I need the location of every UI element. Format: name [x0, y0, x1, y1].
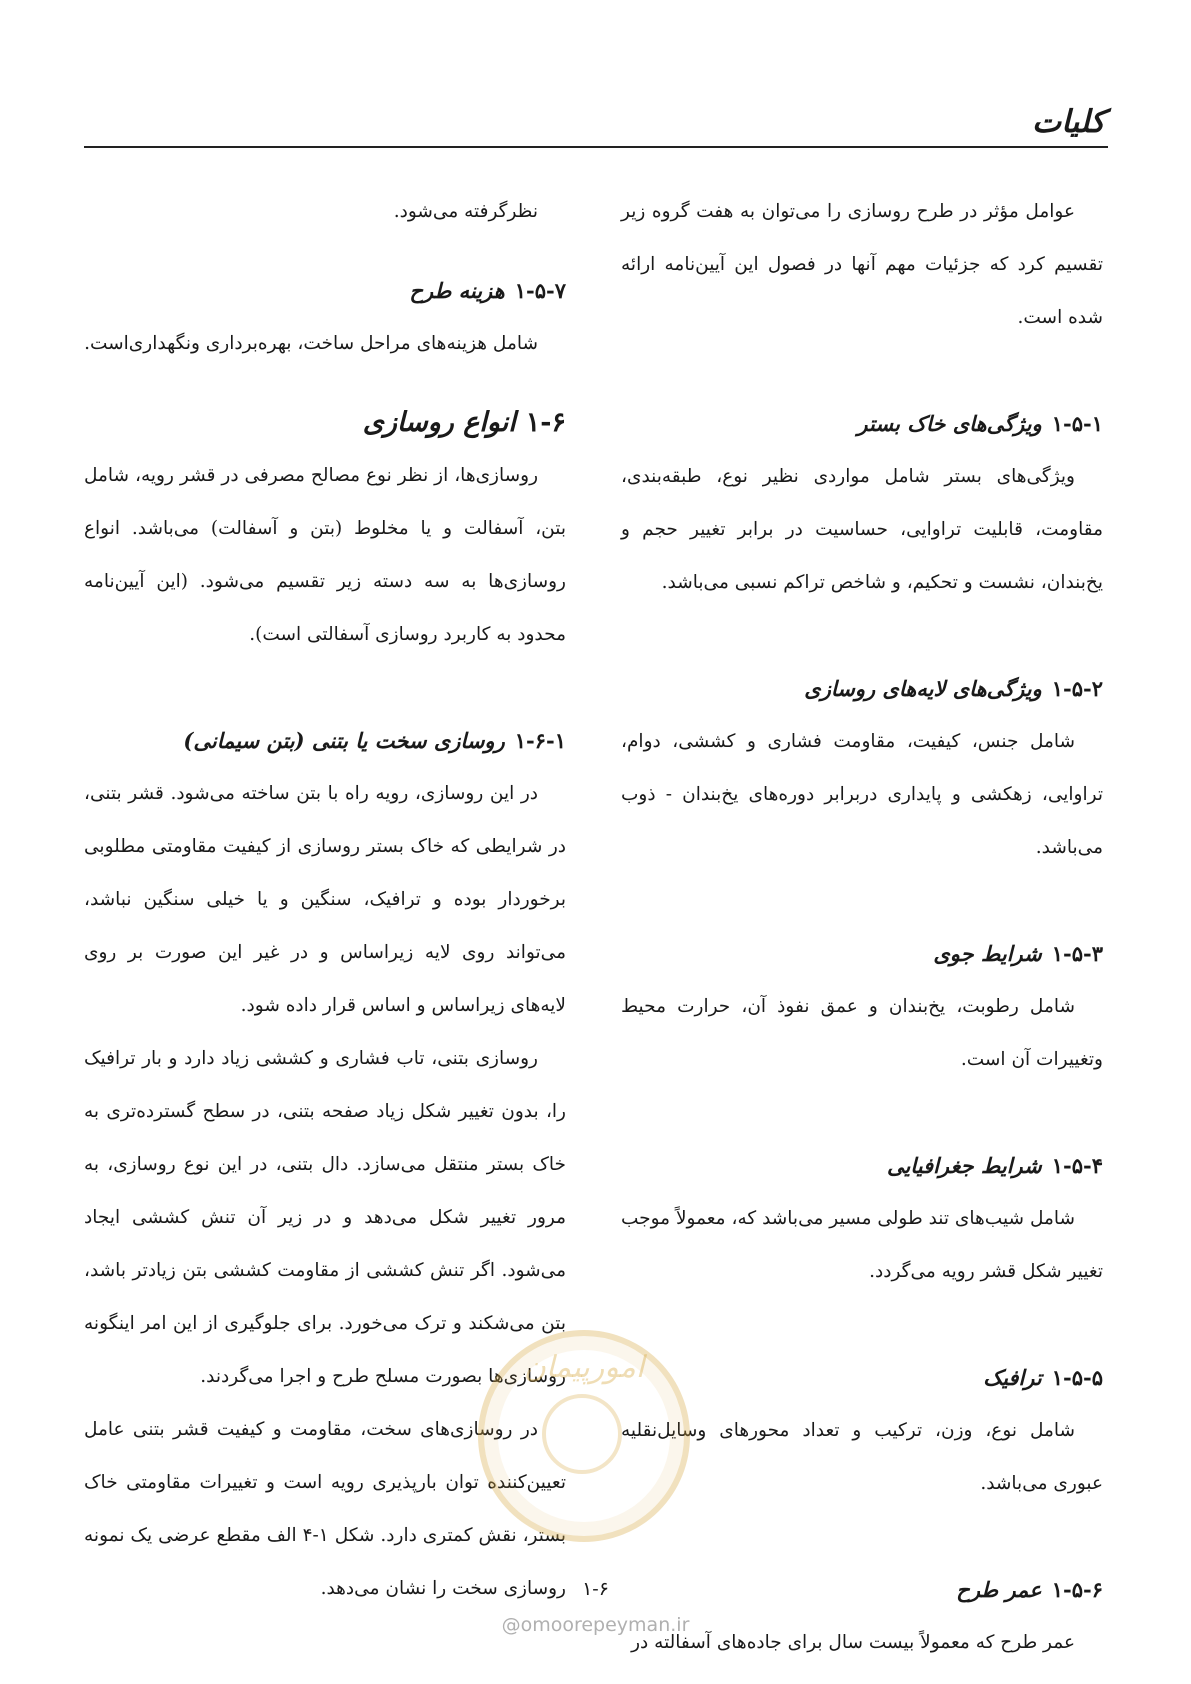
section-title: انواع روسازی	[362, 407, 516, 438]
section-number: ۱-۵-۵	[1051, 1365, 1103, 1390]
paragraph: شامل جنس، کیفیت، مقاومت فشاری و کششی، دوام، تراوایی، زهکشی و پایداری دربرابر دوره‌های یخ‌بندان - ذوب می‌باشد.	[621, 731, 1103, 858]
section-title: شرایط جوی	[933, 941, 1042, 966]
section-number: ۱-۵-۷	[514, 278, 566, 303]
section-title: شرایط جغرافیایی	[886, 1153, 1042, 1178]
paragraph: عوامل مؤثر در طرح روسازی را می‌توان به هفت گروه زیر تقسیم کرد که جزئیات مهم آنها در فصول این آیین‌نامه ارائه شده است.	[621, 201, 1103, 328]
paragraph: نظرگرفته می‌شود.	[393, 201, 538, 222]
section-title: ویژگی‌های لایه‌های روسازی	[804, 676, 1042, 701]
spacer	[621, 1298, 1103, 1351]
section-number: ۱-۵-۳	[1051, 941, 1103, 966]
watermark-text: امورپیمان	[523, 1350, 645, 1385]
section-number: ۱-۶	[525, 407, 566, 438]
paragraph: عمر طرح که معمولاً بیست سال برای جاده‌های آسفالته در	[631, 1632, 1075, 1653]
paragraph: در روسازی‌های سخت، مقاومت و کیفیت قشر بتنی عامل تعیین‌کننده توان بارپذیری رویه است و تغییرات مقاومتی خاک بستر، نقش کمتری دارد. شکل ۱-۴ الف مقطع عرضی یک نمونه روسازی سخت را نشان می‌دهد.	[84, 1419, 566, 1599]
section-heading	[621, 927, 1103, 980]
paragraph: شامل شیب‌های تند طولی مسیر می‌باشد که، معمولاً موجب تغییر شکل قشر رویه می‌گردد.	[621, 1208, 1103, 1282]
section-heading	[84, 714, 566, 767]
paragraph: ویژگی‌های بستر شامل مواردی نظیر نوع، طبقه‌بندی، مقاومت، قابلیت تراوایی، حساسیت در برابر تغییر حجم و یخ‌بندان، نشست و تحکیم، و شاخص تراکم نسبی می‌باشد.	[621, 466, 1103, 593]
section-heading	[621, 1351, 1103, 1404]
section-heading	[84, 264, 566, 317]
paragraph: روسازی بتنی، تاب فشاری و کششی زیاد دارد و بار ترافیک را، بدون تغییر شکل زیاد صفحه بتنی، در سطح گسترده‌تری به خاک بستر منتقل می‌سازد. دال بتنی، در این نوع روسازی، به مرور تغییر شکل می‌دهد و در زیر آن تنش کششی ایجاد می‌شود. اگر تنش کششی از مقاومت کششی بتن زیادتر باشد، بتن می‌شکند و ترک می‌خورد. برای جلوگیری از این امر اینگونه روسازی‌ها بصورت مسلح طرح و اجرا می‌گردند.	[84, 1048, 566, 1387]
section-number: ۱-۵-۶	[1051, 1577, 1103, 1602]
section-heading	[621, 1139, 1103, 1192]
section-number: ۱-۵-۱	[1051, 411, 1103, 436]
right-column	[621, 185, 1103, 1669]
page-title: کلیات	[1031, 104, 1105, 140]
paragraph: شامل رطوبت، یخ‌بندان و عمق نفوذ آن، حرارت محیط وتغییرات آن است.	[621, 996, 1103, 1070]
page-number: ۱-۶	[582, 1578, 609, 1600]
spacer	[84, 238, 566, 264]
spacer	[621, 1510, 1103, 1563]
section-heading	[621, 397, 1103, 450]
section-number: ۱-۵-۴	[1051, 1153, 1103, 1178]
spacer	[621, 344, 1103, 397]
section-title: روسازی سخت یا بتنی (بتن سیمانی)	[183, 728, 505, 753]
watermark-seal	[478, 1330, 690, 1542]
spacer	[84, 661, 566, 714]
spacer	[84, 370, 566, 396]
section-title: هزینه طرح	[409, 278, 505, 303]
section-number: ۱-۶-۱	[514, 728, 566, 753]
header-divider	[84, 146, 1108, 148]
spacer	[621, 1086, 1103, 1139]
section-title: عمر طرح	[956, 1577, 1042, 1602]
paragraph: روسازی‌ها، از نظر نوع مصالح مصرفی در قشر رویه، شامل بتن، آسفالت و یا مخلوط (بتن و آسفالت) می‌باشد. انواع روسازی‌ها به سه دسته زیر تقسیم می‌شود. (این آیین‌نامه محدود به کاربرد روسازی آسفالتی است).	[84, 465, 566, 645]
section-title: ترافیک	[983, 1365, 1042, 1390]
section-number: ۱-۵-۲	[1051, 676, 1103, 701]
spacer	[621, 609, 1103, 662]
section-heading	[84, 396, 566, 449]
spacer	[621, 874, 1103, 927]
paragraph: شامل نوع، وزن، ترکیب و تعداد محورهای وسایل‌نقلیه عبوری می‌باشد.	[621, 1420, 1103, 1494]
paragraph: در این روسازی، رویه راه با بتن ساخته می‌شود. قشر بتنی، در شرایطی که خاک بستر روسازی از کیفیت مقاومتی مطلوبی برخوردار بوده و ترافیک، سنگین و یا خیلی سنگین نباشد، می‌تواند روی لایه زیراساس و در غیر این صورت بر روی لایه‌های زیراساس و اساس قرار داده شود.	[84, 783, 566, 1016]
paragraph: شامل هزینه‌های مراحل ساخت، بهره‌برداری ونگهداری‌است.	[84, 333, 538, 354]
section-title: ویژگی‌های خاک بستر	[857, 411, 1042, 436]
site-watermark-url: @omoorepeyman.ir	[501, 1614, 690, 1636]
section-heading	[621, 662, 1103, 715]
